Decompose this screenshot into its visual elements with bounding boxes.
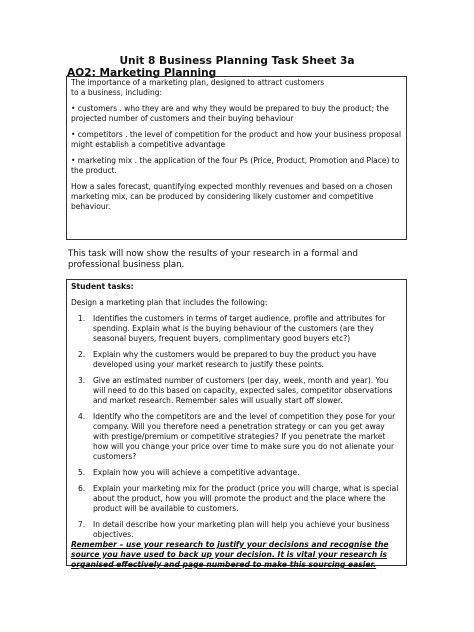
student-tasks-heading: Student tasks:	[71, 282, 134, 291]
task-text: Identifies the customers in terms of target audience, profile and attributes for spending. Explain what is the buying behaviour of the customers (are they seasonal buyers, frequent buyers, complimentary good buyers etc?)	[93, 314, 386, 343]
task-text: Explain why the customers would be prepared to buy the product you have developed using your market research to justify these points.	[93, 350, 377, 369]
task-number: 7.	[78, 520, 86, 529]
list-item	[71, 376, 402, 406]
task-text: Identify who the competitors are and the level of competition they pose for your company. Will you therefore need a penetration strategy or can you get away with prestige/premium or competitive strategies? If you penetrate the market how will you change your price over time to make sure you do not alienate your customers?	[93, 412, 396, 461]
criteria-closing: How a sales forecast, quantifying expected monthly revenues and based on a chosen marketing mix, can be produced by considering likely customer and competitive behaviour.	[71, 182, 393, 211]
student-tasks-lead: Design a marketing plan that includes the following:	[71, 298, 268, 307]
list-item	[71, 350, 402, 370]
criteria-box	[66, 76, 407, 240]
list-item	[71, 412, 402, 462]
task-number: 1.	[78, 314, 86, 323]
criteria-bullet-customers: • customers . who they are and why they would be prepared to buy the product; the projected number of customers and their buying behaviour	[71, 104, 389, 123]
criteria-intro-line-2: to a business, including:	[71, 88, 163, 97]
criteria-bullet-marketing-mix: • marketing mix . the application of the four Ps (Price, Product, Promotion and Place) to the product.	[71, 156, 400, 175]
student-tasks-box	[66, 279, 407, 569]
list-item	[71, 484, 402, 514]
task-number: 2.	[78, 350, 86, 359]
criteria-bullet-competitors: • competitors . the level of competition for the product and how your business proposal might establish a competitive advantage	[71, 130, 402, 149]
task-intro-text: This task will now show the results of your research in a formal and professional business plan.	[68, 249, 358, 270]
remember-note: Remember – use your research to justify your decisions and recognise the source you have used to back up your decision. It is vital your research is organised effectively and page numbered to make this sourcing easier.	[71, 540, 389, 569]
task-number: 6.	[78, 484, 86, 493]
criteria-intro-line-1: The importance of a marketing plan, designed to attract customers	[71, 78, 325, 87]
task-list	[71, 314, 402, 540]
task-text: Give an estimated number of customers (per day, week, month and year). You will need to do this based on capacity, expected sales, competitor observations and market research. Remember sales will usually start off slower.	[93, 376, 393, 405]
task-number: 3.	[78, 376, 86, 385]
document-title: Unit 8 Business Planning Task Sheet 3a	[119, 55, 355, 67]
list-item	[71, 468, 402, 478]
task-text: Explain how you will achieve a competitive advantage.	[93, 468, 300, 477]
task-text: Explain your marketing mix for the product (price you will charge, what is special about the product, how you will promote the product and the place where the product will be available to customers.	[93, 484, 399, 513]
list-item	[71, 520, 402, 540]
task-number: 5.	[78, 468, 86, 477]
task-number: 4.	[78, 412, 86, 421]
list-item	[71, 314, 402, 344]
document-subtitle: AO2: Marketing Planning	[67, 67, 217, 79]
task-text: In detail describe how your marketing plan will help you achieve your business objectives.	[93, 520, 390, 539]
